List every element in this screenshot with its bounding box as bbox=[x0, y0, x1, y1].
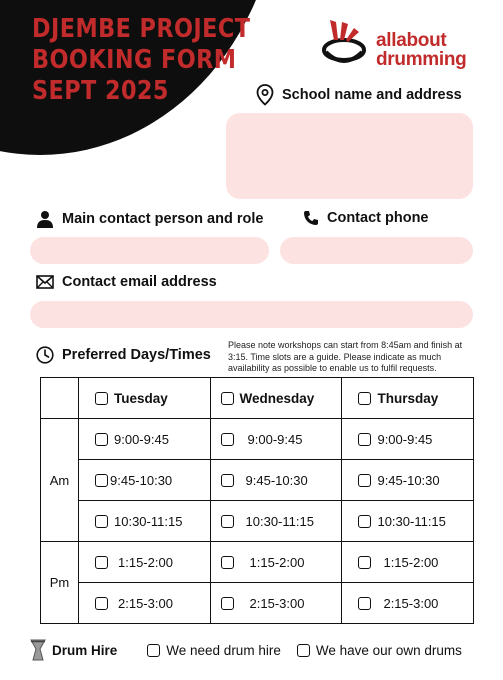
time-slot[interactable] bbox=[210, 501, 342, 542]
time-slot[interactable] bbox=[210, 419, 342, 460]
time-slot[interactable] bbox=[342, 583, 474, 624]
day-label: Wednesday bbox=[239, 390, 315, 406]
drum-hire-row bbox=[30, 638, 480, 662]
time-slot[interactable] bbox=[210, 583, 342, 624]
schedule-row bbox=[41, 419, 474, 460]
title-line: DJEMBE PROJECT bbox=[32, 14, 251, 44]
time-slot[interactable] bbox=[79, 501, 211, 542]
envelope-icon bbox=[36, 275, 54, 289]
time-slot-label: 9:00-9:45 bbox=[247, 431, 303, 447]
logo-line-1: allabout bbox=[376, 30, 447, 51]
phone-icon bbox=[303, 210, 319, 226]
title-line: BOOKING FORM bbox=[32, 45, 237, 75]
time-slot[interactable] bbox=[342, 419, 474, 460]
djembe-icon bbox=[30, 639, 46, 661]
schedule-header-row bbox=[41, 378, 474, 419]
schedule-row bbox=[41, 583, 474, 624]
time-slot[interactable] bbox=[342, 460, 474, 501]
day-header[interactable] bbox=[79, 378, 211, 419]
time-slot-label: 2:15-3:00 bbox=[118, 595, 173, 611]
location-pin-icon bbox=[256, 84, 274, 106]
time-slot-label: 1:15-2:00 bbox=[118, 554, 173, 570]
phone-label bbox=[303, 210, 429, 226]
checkbox[interactable] bbox=[358, 474, 371, 487]
checkbox[interactable] bbox=[221, 597, 234, 610]
drum-logo-icon bbox=[322, 20, 376, 70]
checkbox[interactable] bbox=[221, 515, 234, 528]
checkbox[interactable] bbox=[358, 515, 371, 528]
logo-text bbox=[376, 31, 467, 69]
schedule-table bbox=[40, 377, 474, 624]
time-slot-label: 9:45-10:30 bbox=[245, 472, 308, 488]
time-slot-label: 9:45-10:30 bbox=[377, 472, 440, 488]
availability-note: Please note workshops can start from 8:45am and finish at 3:15. Time slots are a guide. Please indicate as much availability as possible to enable us to fulfil requests. bbox=[228, 340, 463, 373]
contact-label bbox=[36, 210, 263, 228]
form-title bbox=[32, 14, 250, 107]
time-slot[interactable] bbox=[210, 460, 342, 501]
school-label-text: School name and address bbox=[282, 87, 462, 103]
time-slot-label: 10:30-11:15 bbox=[377, 513, 446, 529]
school-label bbox=[256, 84, 462, 106]
checkbox[interactable] bbox=[358, 392, 371, 405]
time-slot[interactable] bbox=[210, 542, 342, 583]
option-label: We have our own drums bbox=[315, 642, 462, 658]
contact-phone-field[interactable] bbox=[280, 237, 473, 264]
header-corner-cell bbox=[41, 378, 79, 419]
checkbox[interactable] bbox=[221, 433, 234, 446]
contact-person-field[interactable] bbox=[30, 237, 269, 264]
time-slot[interactable] bbox=[79, 460, 211, 501]
schedule-row bbox=[41, 460, 474, 501]
checkbox[interactable] bbox=[95, 392, 108, 405]
time-slot-label: 9:00-9:45 bbox=[114, 431, 169, 447]
checkbox[interactable] bbox=[95, 474, 108, 487]
schedule-row bbox=[41, 542, 474, 583]
time-slot[interactable] bbox=[79, 542, 211, 583]
time-slot-label: 10:30-11:15 bbox=[114, 513, 183, 529]
checkbox[interactable] bbox=[95, 515, 108, 528]
email-label bbox=[36, 274, 217, 290]
checkbox[interactable] bbox=[221, 392, 234, 405]
time-slot-label: 2:15-3:00 bbox=[383, 595, 439, 611]
brand-logo bbox=[322, 16, 472, 72]
checkbox[interactable] bbox=[95, 433, 108, 446]
email-label-text: Contact email address bbox=[62, 274, 217, 290]
checkbox[interactable] bbox=[297, 644, 310, 657]
checkbox[interactable] bbox=[95, 597, 108, 610]
day-label: Tuesday bbox=[114, 390, 168, 406]
school-name-address-field[interactable] bbox=[226, 113, 473, 199]
option-label: We need drum hire bbox=[166, 642, 281, 658]
checkbox[interactable] bbox=[358, 556, 371, 569]
day-label: Thursday bbox=[377, 390, 439, 406]
time-slot[interactable] bbox=[79, 583, 211, 624]
am-label: Am bbox=[41, 419, 79, 542]
schedule-row bbox=[41, 501, 474, 542]
checkbox[interactable] bbox=[147, 644, 160, 657]
time-slot-label: 1:15-2:00 bbox=[383, 554, 439, 570]
time-slot[interactable] bbox=[79, 419, 211, 460]
own-drums-option[interactable] bbox=[297, 643, 462, 658]
drum-hire-label: Drum Hire bbox=[52, 642, 118, 658]
clock-icon bbox=[36, 346, 54, 364]
days-label bbox=[36, 346, 211, 364]
pm-label: Pm bbox=[41, 542, 79, 624]
title-line: SEPT 2025 bbox=[32, 76, 169, 106]
person-icon bbox=[36, 210, 54, 228]
checkbox[interactable] bbox=[221, 474, 234, 487]
contact-email-field[interactable] bbox=[30, 301, 473, 328]
phone-label-text: Contact phone bbox=[327, 210, 429, 226]
checkbox[interactable] bbox=[221, 556, 234, 569]
time-slot-label: 2:15-3:00 bbox=[249, 595, 305, 611]
contact-label-text: Main contact person and role bbox=[62, 211, 264, 227]
checkbox[interactable] bbox=[358, 597, 371, 610]
time-slot-label: 9:00-9:45 bbox=[377, 431, 433, 447]
time-slot-label: 1:15-2:00 bbox=[249, 554, 305, 570]
day-header[interactable] bbox=[342, 378, 474, 419]
time-slot-label: 10:30-11:15 bbox=[245, 513, 314, 529]
checkbox[interactable] bbox=[95, 556, 108, 569]
checkbox[interactable] bbox=[358, 433, 371, 446]
logo-line-2: drumming bbox=[376, 49, 467, 70]
time-slot-label: 9:45-10:30 bbox=[110, 472, 173, 488]
time-slot[interactable] bbox=[342, 501, 474, 542]
day-header[interactable] bbox=[210, 378, 342, 419]
need-drum-hire-option[interactable] bbox=[147, 643, 281, 658]
days-label-text: Preferred Days/Times bbox=[62, 347, 211, 363]
time-slot[interactable] bbox=[342, 542, 474, 583]
